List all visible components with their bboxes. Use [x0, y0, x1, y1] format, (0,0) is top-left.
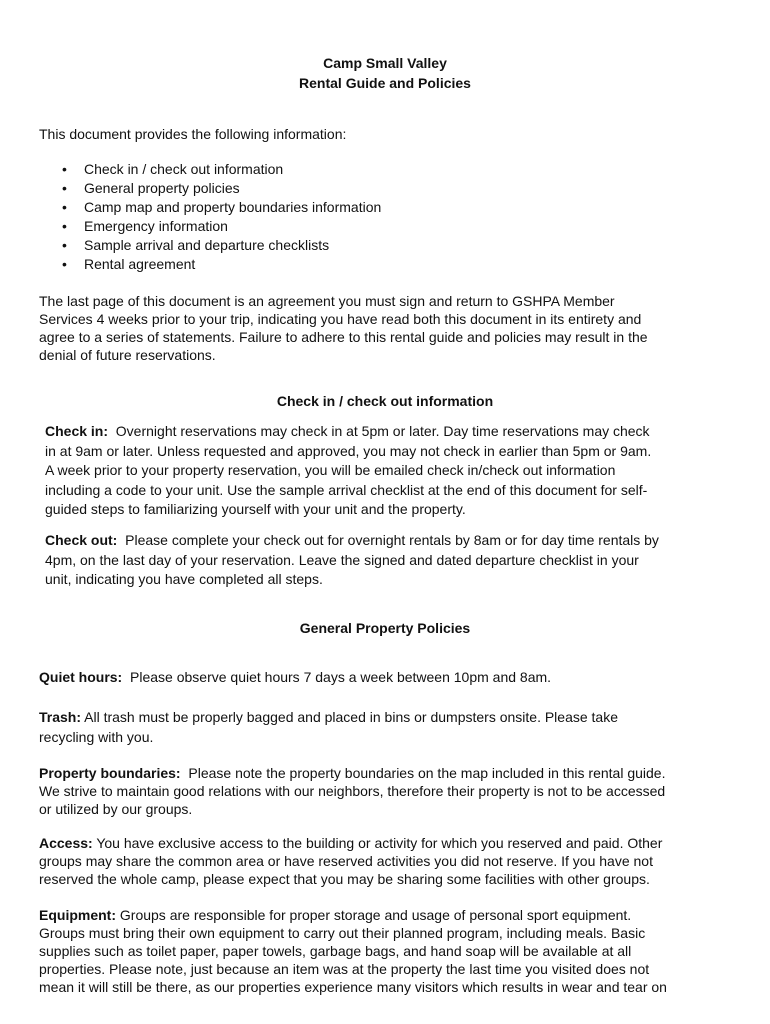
bullet-icon: • [62, 199, 67, 215]
equipment-label: Equipment: [39, 907, 116, 923]
checkin-text: Overnight reservations may check in at 5pm or later. Day time reservations may check [115, 423, 650, 439]
intro-text: This document provides the following information: [39, 126, 347, 142]
paragraph-line: Services 4 weeks prior to your trip, indicating you have read both this document in its entirety and [39, 311, 642, 327]
paragraph-line [39, 707, 719, 727]
trash-text: All trash must be properly bagged and placed in bins or dumpsters onsite. Please take [84, 709, 618, 725]
list-item-text: Emergency information [84, 218, 228, 234]
checkin-section-heading: Check in / check out information [276, 393, 494, 409]
access-paragraph [39, 834, 719, 888]
paragraph-line [39, 834, 719, 852]
paragraph-line: or utilized by our groups. [39, 801, 193, 817]
document-subtitle: Rental Guide and Policies [299, 75, 471, 91]
quiet-hours-label: Quiet hours: [39, 669, 123, 685]
list-item-text: Sample arrival and departure checklists [84, 237, 330, 253]
property-boundaries-paragraph [39, 764, 719, 818]
bullet-icon: • [62, 180, 67, 196]
document-title: Camp Small Valley [323, 55, 447, 71]
trash-label: Trash: [39, 709, 82, 725]
checkout-label: Check out: [45, 532, 118, 548]
paragraph-line [45, 422, 725, 442]
paragraph-line [45, 531, 725, 551]
quiet-hours-paragraph [39, 668, 719, 686]
paragraph-line: guided steps to familiarizing yourself with your unit and the property. [45, 501, 466, 517]
paragraph-line: A week prior to your property reservation, you will be emailed check in/check out information [45, 462, 616, 478]
paragraph-line: We strive to maintain good relations with our neighbors, therefore their property is not to be accessed [39, 783, 666, 799]
quiet-hours-text: Please observe quiet hours 7 days a week between 10pm and 8am. [130, 669, 552, 685]
paragraph-line: reserved the whole camp, please expect that you may be sharing some facilities with other groups. [39, 871, 650, 887]
property-boundaries-text: Please note the property boundaries on the map included in this rental guide. [188, 765, 666, 781]
list-item [39, 236, 381, 255]
paragraph-line: agree to a series of statements. Failure to adhere to this rental guide and policies may result in the [39, 329, 648, 345]
agreement-paragraph [39, 292, 739, 364]
checkin-paragraph [45, 422, 725, 520]
list-item [39, 179, 381, 198]
paragraph-line: unit, indicating you have completed all steps. [45, 571, 323, 587]
paragraph-line: recycling with you. [39, 729, 154, 745]
paragraph-line: 4pm, on the last day of your reservation. Leave the signed and dated departure checklist in your [45, 551, 639, 568]
paragraph-line: denial of future reservations. [39, 347, 216, 363]
equipment-text: Groups are responsible for proper storage and usage of personal sport equipment. [119, 907, 632, 923]
list-item-text: General property policies [84, 180, 240, 196]
list-item-text: Rental agreement [84, 256, 196, 272]
bullet-icon: • [62, 161, 67, 177]
property-boundaries-label: Property boundaries: [39, 765, 181, 781]
bullet-icon: • [62, 218, 67, 234]
access-text: You have exclusive access to the building or activity for which you reserved and paid. Other [96, 835, 663, 851]
paragraph-line: The last page of this document is an agreement you must sign and return to GSHPA Member [39, 293, 615, 309]
paragraph-line: groups may share the common area or have reserved activities you did not reserve. If you have not [39, 853, 653, 869]
paragraph-line: properties. Please note, just because an item was at the property the last time you visited does not [39, 961, 650, 977]
list-item-text: Check in / check out information [84, 161, 284, 177]
policies-section-heading: General Property Policies [299, 620, 471, 636]
paragraph-line: supplies such as toilet paper, paper towels, garbage bags, and hand soap will be available at all [39, 943, 632, 959]
access-label: Access: [39, 835, 93, 851]
bullet-icon: • [62, 256, 67, 272]
paragraph-line [39, 764, 719, 782]
paragraph-line [39, 668, 719, 686]
checkout-paragraph [45, 531, 725, 590]
paragraph-line: Groups must bring their own equipment to carry out their planned program, including meals. Basic [39, 925, 646, 941]
checkin-label: Check in: [45, 423, 109, 439]
paragraph-line: including a code to your unit. Use the sample arrival checklist at the end of this document for self- [45, 481, 648, 498]
list-item [39, 255, 381, 274]
paragraph-line: mean it will still be there, as our properties experience many visitors which results in wear and tear on [39, 979, 667, 995]
paragraph-line: in at 9am or later. Unless requested and approved, you may not check in earlier than 5pm or 9am. [45, 442, 652, 459]
trash-paragraph [39, 707, 719, 747]
paragraph-line [39, 906, 719, 924]
checkout-text: Please complete your check out for overnight rentals by 8am or for day time rentals by [125, 532, 659, 548]
list-item-text: Camp map and property boundaries information [84, 199, 382, 215]
list-item [39, 160, 381, 179]
list-item [39, 198, 381, 217]
list-item [39, 217, 381, 236]
contents-list [39, 160, 381, 274]
bullet-icon: • [62, 237, 67, 253]
equipment-paragraph [39, 906, 719, 996]
